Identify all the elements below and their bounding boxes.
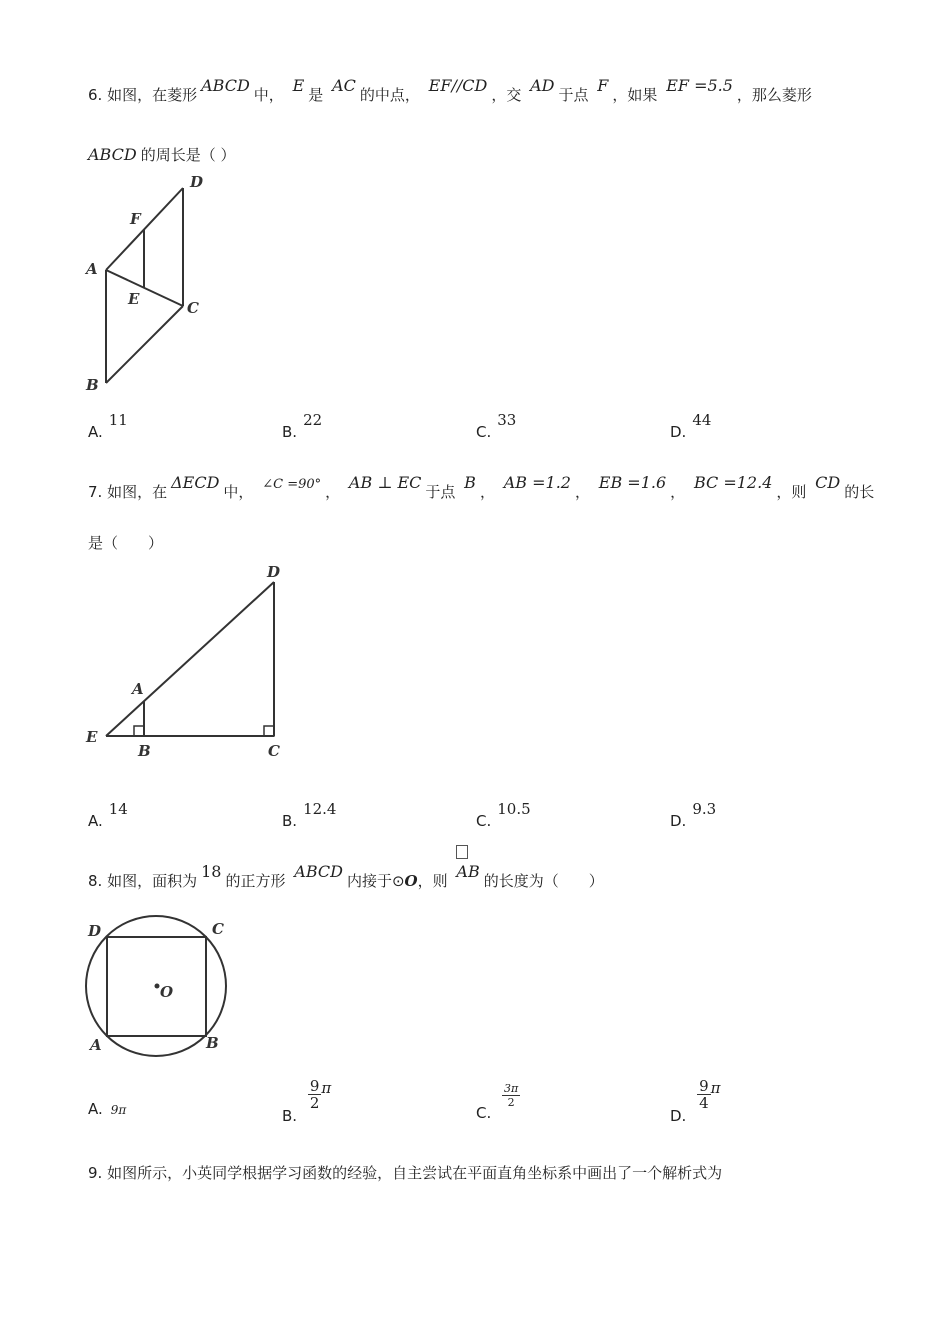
fraction-numerator: 9 bbox=[309, 1077, 320, 1095]
fraction-denominator: 2 bbox=[309, 1094, 320, 1112]
q7-number: 7. bbox=[88, 483, 103, 501]
q8-label-c: C bbox=[212, 920, 224, 938]
q6-label-c: C bbox=[187, 299, 199, 317]
option-letter: D. bbox=[670, 423, 687, 441]
q7-text: 于点 bbox=[425, 483, 456, 501]
q7-text: ， bbox=[479, 483, 495, 501]
q6-text: ，那么菱形 bbox=[736, 86, 812, 104]
q9-line1 bbox=[88, 1162, 722, 1183]
q6-label-a: A bbox=[86, 260, 98, 278]
arc-symbol-icon bbox=[456, 845, 468, 859]
q6-option-a[interactable] bbox=[88, 411, 128, 441]
q7-line1 bbox=[88, 473, 875, 502]
q8-label-a: A bbox=[90, 1036, 102, 1054]
option-value: 33 bbox=[497, 411, 517, 429]
q6-option-c[interactable] bbox=[476, 411, 517, 441]
q6-option-d[interactable] bbox=[670, 411, 712, 441]
q6-math: F bbox=[597, 76, 609, 95]
q8-math: AB bbox=[456, 862, 480, 881]
q9-text: 如图所示，小英同学根据学习函数的经验，自主尝试在平面直角坐标系中画出了一个解析式为 bbox=[107, 1164, 723, 1182]
q7-text: 的长 bbox=[844, 483, 875, 501]
q6-math: ABCD bbox=[88, 145, 137, 164]
q6-math: E bbox=[292, 76, 305, 95]
q8-option-b[interactable] bbox=[282, 1077, 332, 1125]
q8-option-d[interactable] bbox=[670, 1077, 721, 1125]
q6-label-e: E bbox=[128, 290, 140, 308]
q8-math: O bbox=[404, 872, 418, 890]
q7-figure bbox=[80, 560, 300, 760]
option-letter: B. bbox=[282, 812, 298, 830]
option-letter: C. bbox=[476, 1104, 492, 1122]
q7-math: AB =1.2 bbox=[503, 473, 571, 492]
q7-math: EB =1.6 bbox=[598, 473, 667, 492]
q8-line1 bbox=[88, 862, 604, 891]
q6-math: AC bbox=[332, 76, 356, 95]
q7-text: ， bbox=[574, 483, 590, 501]
option-value: 9.3 bbox=[692, 800, 717, 818]
option-letter: C. bbox=[476, 423, 492, 441]
option-value: 9π bbox=[110, 1103, 127, 1117]
q7-line2 bbox=[88, 532, 163, 553]
option-value: π bbox=[710, 1079, 721, 1097]
fraction-numerator: 3π bbox=[504, 1082, 519, 1095]
fraction-denominator: 4 bbox=[699, 1094, 709, 1112]
q6-figure bbox=[80, 170, 220, 395]
q8-math: 18 bbox=[201, 862, 222, 881]
q6-text: 的周长是（ ） bbox=[140, 146, 236, 164]
option-letter: A. bbox=[88, 423, 103, 441]
q9-number: 9. bbox=[88, 1164, 103, 1182]
q8-number: 8. bbox=[88, 872, 103, 890]
q6-text: ，如果 bbox=[612, 86, 658, 104]
q8-text: 的长度为（ ） bbox=[483, 872, 604, 890]
q7-option-a[interactable] bbox=[88, 800, 128, 830]
q7-math: B bbox=[464, 473, 476, 492]
q8-label-b: B bbox=[206, 1034, 219, 1052]
q6-text: 如图，在菱形 bbox=[107, 86, 198, 104]
option-letter: B. bbox=[282, 423, 298, 441]
q7-text: 是（ ） bbox=[88, 534, 164, 552]
fraction bbox=[502, 1082, 520, 1109]
q6-label-b: B bbox=[86, 376, 99, 394]
q6-text: 的中点， bbox=[359, 86, 420, 104]
fraction bbox=[697, 1078, 711, 1111]
q6-option-b[interactable] bbox=[282, 411, 323, 441]
q6-math: ABCD bbox=[201, 76, 250, 95]
fraction-denominator: 2 bbox=[507, 1096, 515, 1109]
option-value: 14 bbox=[108, 800, 128, 818]
q7-text: ，则 bbox=[776, 483, 807, 501]
option-letter: D. bbox=[670, 812, 687, 830]
q7-option-c[interactable] bbox=[476, 800, 531, 830]
q7-math: ∠C =90° bbox=[262, 477, 322, 492]
option-value: 22 bbox=[303, 411, 323, 429]
option-letter: B. bbox=[282, 1107, 298, 1125]
q7-math: ΔECD bbox=[171, 473, 220, 492]
option-letter: D. bbox=[670, 1107, 687, 1125]
q8-math: ABCD bbox=[294, 862, 343, 881]
q6-math: EF =5.5 bbox=[666, 76, 733, 95]
q6-number: 6. bbox=[88, 86, 103, 104]
q7-text: 中， bbox=[223, 483, 254, 501]
fraction bbox=[308, 1078, 322, 1111]
q6-text: ，交 bbox=[491, 86, 522, 104]
q8-figure bbox=[80, 910, 240, 1060]
q7-math: AB ⊥ EC bbox=[348, 473, 422, 492]
q7-label-e: E bbox=[86, 728, 98, 746]
q7-text: ， bbox=[670, 483, 686, 501]
q8-text: 的正方形 bbox=[225, 872, 286, 890]
q6-math: AD bbox=[530, 76, 555, 95]
q7-text: ， bbox=[325, 483, 341, 501]
q8-label-o: O bbox=[160, 983, 174, 1001]
option-value: 44 bbox=[692, 411, 712, 429]
fraction-numerator: 9 bbox=[699, 1077, 709, 1095]
q7-option-d[interactable] bbox=[670, 800, 717, 830]
q6-label-f: F bbox=[130, 210, 141, 228]
q6-math: EF//CD bbox=[428, 76, 488, 95]
q7-label-a: A bbox=[132, 680, 144, 698]
option-letter: C. bbox=[476, 812, 492, 830]
q6-text: 中， bbox=[253, 86, 284, 104]
q7-label-c: C bbox=[268, 742, 280, 760]
q6-line1 bbox=[88, 76, 812, 105]
q6-label-d: D bbox=[190, 173, 204, 191]
q6-text: 是 bbox=[308, 86, 324, 104]
q8-option-c[interactable] bbox=[476, 1082, 520, 1122]
q7-label-d: D bbox=[267, 563, 281, 581]
q6-line2 bbox=[88, 144, 235, 165]
option-letter: A. bbox=[88, 812, 103, 830]
option-value: 11 bbox=[108, 411, 128, 429]
q7-math: BC =12.4 bbox=[693, 473, 773, 492]
q8-option-a[interactable] bbox=[88, 1100, 126, 1118]
option-value: 10.5 bbox=[497, 800, 531, 818]
q7-label-b: B bbox=[138, 742, 151, 760]
option-letter: A. bbox=[88, 1100, 103, 1118]
q6-text: 于点 bbox=[558, 86, 589, 104]
q8-text: 如图，面积为 bbox=[107, 872, 198, 890]
q7-text: 如图，在 bbox=[107, 483, 168, 501]
q7-math: CD bbox=[815, 473, 841, 492]
option-value: π bbox=[321, 1079, 332, 1097]
q8-text: ，则 bbox=[417, 872, 448, 890]
option-value: 12.4 bbox=[303, 800, 337, 818]
q8-text: 内接于⊙ bbox=[346, 872, 405, 890]
q7-option-b[interactable] bbox=[282, 800, 337, 830]
q8-label-d: D bbox=[88, 922, 102, 940]
